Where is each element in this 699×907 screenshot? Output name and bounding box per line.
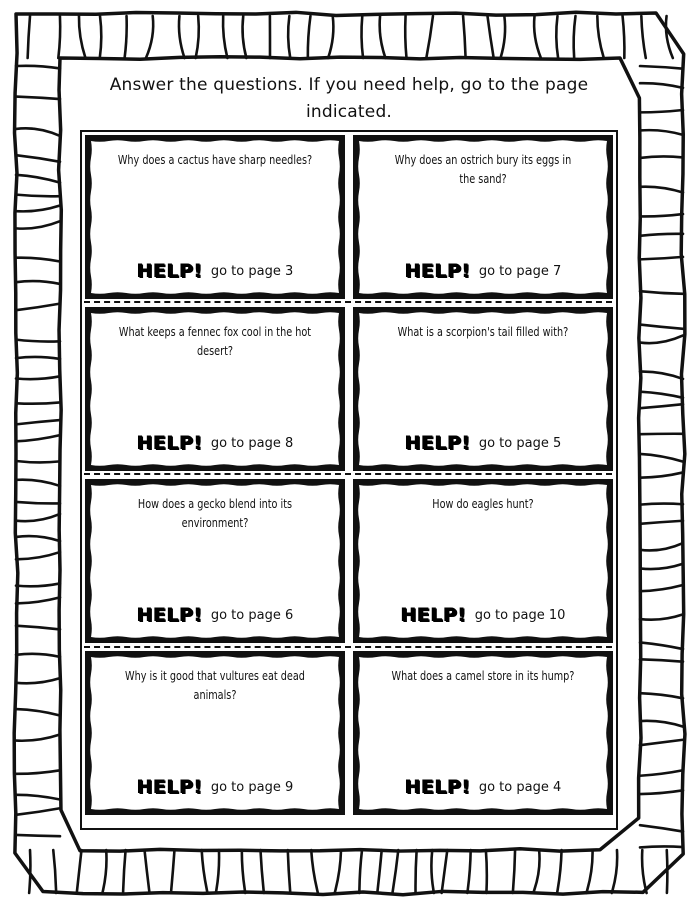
help-hint	[84, 604, 346, 626]
question-card	[84, 306, 346, 472]
help-label: HELP!	[404, 432, 471, 454]
help-label: HELP!	[404, 776, 471, 798]
help-hint	[84, 776, 346, 798]
card-question: How do eagles hunt?	[432, 496, 534, 511]
help-label: HELP!	[404, 260, 471, 282]
card-question: What keeps a fennec fox cool in the hot desert?	[118, 324, 312, 358]
question-card	[352, 134, 614, 300]
card-question: What does a camel store in its hump?	[391, 668, 575, 683]
question-card	[352, 306, 614, 472]
help-hint	[352, 604, 614, 626]
cut-line	[84, 473, 612, 475]
question-card	[352, 478, 614, 644]
question-card	[84, 478, 346, 644]
help-page-reference: go to page 8	[210, 435, 294, 451]
help-label: HELP!	[136, 776, 203, 798]
help-hint	[352, 776, 614, 798]
help-label: HELP!	[400, 604, 467, 626]
help-label: HELP!	[136, 432, 203, 454]
help-label: HELP!	[136, 604, 203, 626]
help-page-reference: go to page 6	[210, 607, 294, 623]
cut-line	[84, 301, 612, 303]
help-hint	[84, 432, 346, 454]
card-question: What is a scorpion's tail filled with?	[397, 324, 569, 339]
cut-line	[84, 646, 612, 648]
question-card	[352, 650, 614, 816]
help-hint	[352, 260, 614, 282]
help-page-reference: go to page 4	[478, 779, 562, 795]
help-hint	[352, 432, 614, 454]
card-question: Why does a cactus have sharp needles?	[117, 152, 313, 167]
help-hint	[84, 260, 346, 282]
card-question: Why does an ostrich bury its eggs in the sand?	[394, 152, 572, 186]
question-card	[84, 650, 346, 816]
help-page-reference: go to page 7	[478, 263, 562, 279]
instructions-text: Answer the questions. If you need help, go to the page indicated.	[109, 75, 589, 122]
card-question: Why is it good that vultures eat dead animals?	[125, 668, 305, 702]
help-page-reference: go to page 3	[210, 263, 294, 279]
card-question: How does a gecko blend into its environment?	[137, 496, 293, 530]
help-label: HELP!	[136, 260, 203, 282]
help-page-reference: go to page 10	[474, 607, 566, 623]
help-page-reference: go to page 5	[478, 435, 562, 451]
question-card	[84, 134, 346, 300]
help-page-reference: go to page 9	[210, 779, 294, 795]
